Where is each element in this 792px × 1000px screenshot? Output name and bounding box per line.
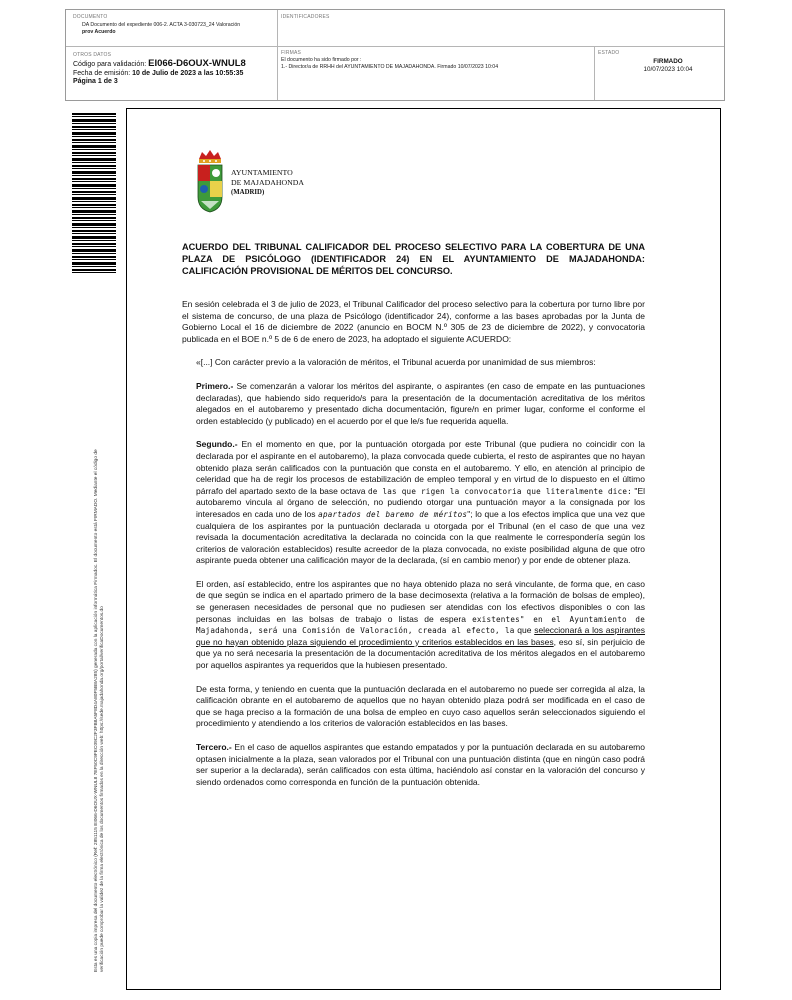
validation-info (73, 60, 246, 87)
document-metadata-header (65, 9, 725, 101)
coat-of-arms-icon (195, 149, 225, 213)
status-badge: FIRMADO (653, 58, 683, 65)
intro-paragraph: En sesión celebrada el 3 de julio de 2023, el Tribunal Calificador del proceso selectivo para la cobertura por turno libre por el sistema de concurso, de una plaza de Psicólogo (identificador 24), conforme a las bases aprobadas por la Junta de Gobierno Local el 16 de diciembre de 2022 (anuncio en BOCM N.º 305 de 23 de diciembre de 2022), y convocatoria publicada en el BOE n.º 5 de 6 de enero de 2023, ha adoptado el siguiente ACUERDO: (182, 299, 645, 344)
status-block (614, 58, 722, 74)
validation-code: EI066-D6OUX-WNUL8 (148, 58, 246, 69)
document-page (126, 108, 721, 990)
firmas-info: El documento ha sido firmado por : 1.- Director/a de RRHH del AYUNTAMIENTO DE MAJADAHONDA. Firmado 10/07/2023 10:04 (281, 57, 499, 70)
primero-paragraph: Primero.- Se comenzarán a valorar los méritos del aspirante, o aspirantes (en caso de empate en las puntuaciones declaradas), que habiendo sido requerido/s para la presentación de la documentación acreditativa de los méritos alegados en el autobaremo y presentado dicha documentación, figure/n en primer lugar, conforme el conforme el orden establecido (y publicado) en el acuerdo por el que le/s fue requerida aquella. (196, 380, 645, 426)
firmas-caption: FIRMAS (281, 50, 302, 56)
segundo-paragraph: Segundo.- En el momento en que, por la puntuación otorgada por este Tribunal (que pudiera no coincidir con la declarada por el aspirante en el autobaremo), la plaza convocada quede cubierta, el resto de aspirantes que no hayan obtenido plaza serán calificados con la puntuación que consta en el autobaremo. Y ello, en atención al principio de celeridad que ha de regir los procesos de estabilización de empleo temporal y en virtud de lo dispuesto en el último párrafo del apartado sexto de la base octava de las que rigen la convocatoria que literalmente dice: "El autobaremo vincula al órgano de selección, no pudiendo otorgar una puntuación mayor a la consignada por los interesados en cada uno de los apartados del baremo de méritos"; lo que a los efectos implica que una vez que cualquiera de los aspirantes por la puntuación declarada u otorgada por el Tribunal (en el caso de que una vez revisada la documentación acreditativa la declarada no coincida con la que realmente le correspondería según los criterios de valoración establecidos) resulte acreedor de la plaza convocada, no existe posibilidad alguna de que otro aspirante pueda obtener una calificación mayor de la declarada, (sí en cambio menor) y por ende de obtener plaza. (196, 439, 646, 566)
header-divider (66, 46, 724, 47)
documento-value: DA Documento del expediente 006-2. ACTA 3-030723_24 Valoración prov Acuerdo (82, 22, 241, 35)
identificadores-caption: IDENTIFICADORES (281, 14, 330, 20)
fecha-label: Fecha de emisión: (73, 69, 131, 77)
organization-name: AYUNTAMIENTO DE MAJADAHONDA (MADRID) (231, 168, 304, 196)
estado-caption: ESTADO (598, 50, 620, 56)
verification-side-text: Esta es una copia impresa del documento electrónico (Ref: 2851115 EI066-D6OUX-WNUL8 7EF50C9FEC09C2F3FB8A5F8D4A80F5B8A285) generada con la aplicación informática Firmadoc. El documento está FIRMADO. Mediante el código de verificación puede comprobar la validez de la firma electrónica de los documentos firmados en la dirección web: https://sede.majadahonda.org/portal/verificaDocumentos.do (94, 449, 105, 972)
tercero-paragraph: Tercero.- En el caso de aquellos aspirantes que estando empatados y por la puntuación declarada en su autobaremo optasen inicialmente a la plaza, sean valorados por el Tribunal con una puntuación distinta (que en ningún caso podrá ser superior a la declarada), serán calificados con esta última, haciéndolo así constar en la valoración del concurso y siendo ordenados como corresponda en función de la puntuación obtenida. (196, 742, 645, 787)
header-column-divider (594, 46, 595, 100)
document-title: ACUERDO DEL TRIBUNAL CALIFICADOR DEL PROCESO SELECTIVO PARA LA COBERTURA DE UNA PLAZA DE PSICÓLOGO (IDENTIFICADOR 24) EN EL AYUNTAMIENTO DE MAJADAHONDA: CALIFICACIÓN PROVISIONAL DE MÉRITOS DEL CONCURSO. (182, 242, 645, 276)
otros-datos-caption: OTROS DATOS (73, 52, 112, 58)
barcode (72, 113, 116, 273)
header-column-divider (277, 10, 278, 100)
codigo-label: Código para validación: (73, 61, 147, 68)
page-indicator: Página 1 de 3 (73, 78, 118, 85)
fecha-value: 10 de Julio de 2023 a las 10:55:35 (132, 69, 244, 77)
status-date: 10/07/2023 10:04 (643, 66, 693, 73)
forma-paragraph: De esta forma, y teniendo en cuenta que la puntuación declarada en el autobaremo no puede ser corregida al alza, la calificación obrante en el autobaremo de aquellos que no hayan obtenido plaza podrá ser modificada en el caso de que se haga preciso a la formación de una bolsa de empleo en cuyo caso aquellos serán seleccionados siguiendo el procedimiento y atendiendo a los criterios de valoración establecidos en las bases. (196, 683, 645, 729)
document-body (182, 299, 645, 800)
orden-paragraph: El orden, así establecido, entre los aspirantes que no haya obtenido plaza no será vinculante, de forma que, en caso de que según se indica en el apartado primero de la base decimosexta (relativa a la formación de bolsas de empleo), se generasen necesidades de personal que no pudiesen ser atendidas con los efectivos disponibles o con las personas incluidas en las bolsas de trabajo o listas de espera existentes" en el Ayuntamiento de Majadahonda, será una Comisión de Valoración, creada al efecto, la que seleccionará a los aspirantes que no hayan obtenido plaza siguiendo el procedimiento y criterios establecidos en las bases, eso sí, sin perjuicio de que ya no será necesaria la presentación de la documentación acreditativa de los méritos alegados en el autobaremo por aquellos aspirantes ya requeridos que la hubiesen presentado. (196, 578, 646, 671)
documento-caption: DOCUMENTO (73, 14, 108, 20)
quote-paragraph: «[...] Con carácter previo a la valoración de méritos, el Tribunal acuerda por unanimidad de sus miembros: (196, 357, 596, 368)
